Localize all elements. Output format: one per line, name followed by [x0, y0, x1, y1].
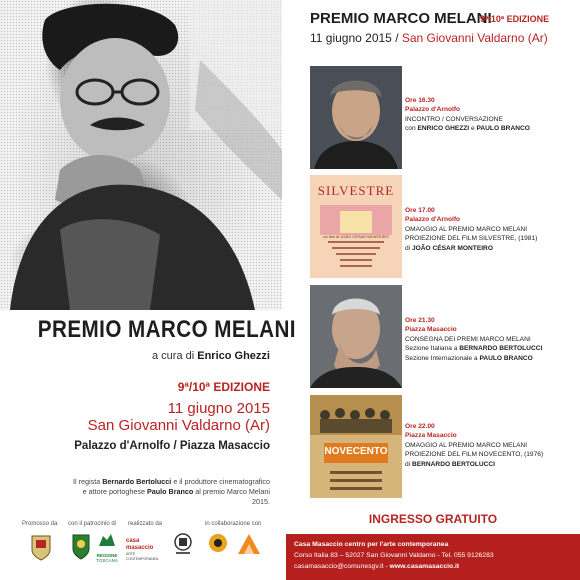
event-place: Piazza Masaccio	[405, 432, 457, 440]
event-name: BERNARDO BERTOLUCCI	[411, 460, 496, 468]
event-name: JOÃO CÉSAR MONTEIRO	[411, 244, 493, 252]
provincia-crest-icon	[72, 532, 90, 560]
silvestre-credit: un film di JOÃO CÉSAR MONTEIRO	[323, 234, 389, 239]
ideale-logo-icon	[208, 532, 228, 554]
header-edition: 9ª/10ª EDIZIONE	[480, 14, 550, 24]
header-date-line	[310, 31, 548, 45]
venues: Palazzo d'Arnolfo / Piazza Masaccio	[74, 440, 270, 452]
event-place: Palazzo d'Arnolfo	[405, 216, 461, 224]
event-place: Piazza Masaccio	[405, 326, 457, 334]
event-line	[405, 124, 580, 133]
curator-line	[0, 350, 270, 362]
event-line	[405, 344, 580, 353]
event-3	[405, 316, 580, 363]
pegasus-icon	[97, 532, 117, 548]
event-text-part: con	[405, 125, 416, 133]
event-name: BERNARDO BERTOLUCCI	[459, 345, 543, 353]
novecento-poster	[310, 395, 402, 498]
blurb-text	[70, 477, 270, 507]
blurb-part: e il produttore cinematografico e attore portoghese	[82, 477, 270, 496]
collaboration-label: in collaborazione con	[205, 521, 262, 527]
blurb-name: Paulo Branco	[146, 487, 194, 496]
event-date: 11 giugno 2015	[167, 400, 270, 417]
casa-masaccio-logo	[126, 538, 166, 562]
event-text-part: Sezione Italiana a	[405, 345, 458, 353]
event-time: Ore 16.30	[405, 97, 435, 104]
header-date: 11 giugno 2015 /	[310, 31, 399, 45]
blurb-name: Bernardo Bertolucci	[102, 477, 172, 486]
event-place: Palazzo d'Arnolfo	[405, 106, 461, 114]
regione-label: REGIONE	[96, 553, 118, 558]
event-name: PAULO BRANCO	[476, 125, 530, 133]
comune-crest-icon	[30, 532, 52, 562]
event-time: Ore 17.00	[405, 207, 435, 214]
event-2	[405, 206, 580, 253]
cinema-festival-logo-icon	[236, 532, 262, 558]
casa-masaccio-logo-text: casa masaccio	[126, 538, 154, 551]
event-line	[405, 460, 580, 469]
portrait-man-hand-icon	[310, 285, 402, 388]
event-line: PROIEZIONE DEL FILM NOVECENTO, (1976)	[405, 451, 544, 459]
event-1	[405, 96, 580, 134]
event-text-part: di	[405, 460, 411, 468]
silvestre-poster	[310, 175, 402, 278]
curator-prefix: a cura di	[151, 350, 195, 362]
event-line: OMAGGIO AL PREMIO MARCO MELANI	[405, 225, 528, 233]
main-title: PREMIO MARCO MELANI	[37, 316, 296, 343]
blurb-part: Il regista	[73, 477, 101, 486]
event-text-part: di	[405, 244, 411, 252]
event-name: ENRICO GHEZZI	[417, 125, 470, 133]
event-time: Ore 22.00	[405, 423, 435, 430]
footer-venue-name: Casa Masaccio centro per l'arte contemporanea	[294, 541, 449, 548]
event-photo-bertolucci	[310, 285, 402, 388]
event-text-part: e	[470, 125, 475, 133]
event-photo-ghezzi	[310, 66, 402, 169]
event-line: PROIEZIONE DEL FILM SILVESTRE, (1981)	[405, 235, 538, 243]
biblioteca-logo-icon	[173, 532, 193, 558]
event-time: Ore 21.30	[405, 317, 435, 324]
contact-footer	[286, 534, 580, 580]
silvestre-title: SILVESTRE	[317, 183, 395, 198]
curator-name: Enrico Ghezzi	[197, 350, 270, 362]
portrait-man-icon	[310, 66, 402, 169]
promoted-by-label: Promosso da	[22, 521, 58, 527]
event-line: CONSEGNA DEI PREMI MARCO MELANI	[405, 335, 531, 343]
regione-toscana-logo	[94, 532, 120, 563]
event-name: PAULO BRANCO	[479, 354, 533, 362]
edition-label: 9ª/10ª EDIZIONE	[177, 380, 270, 394]
event-line	[405, 354, 580, 363]
patronage-label: con il patrocinio di	[68, 521, 117, 527]
event-text-part: Sezione Internazionale a	[405, 354, 478, 362]
realized-by-label: realizzato da	[128, 521, 163, 527]
portrait-illustration	[0, 0, 282, 310]
event-line	[405, 244, 580, 253]
event-line: OMAGGIO AL PREMIO MARCO MELANI	[405, 441, 528, 449]
portrait-photo	[0, 0, 282, 310]
event-4	[405, 422, 580, 469]
footer-website[interactable]: www.casamasaccio.it	[389, 563, 460, 570]
footer-contacts	[294, 563, 459, 570]
novecento-title: NOVECENTO	[324, 446, 388, 457]
footer-address: Corso Italia 83 – 52027 San Giovanni Valdarno - Tel. 055 9126283	[294, 552, 494, 559]
blurb-part: al premio Marco Melani 2015.	[195, 487, 270, 506]
event-line: INCONTRO / CONVERSAZIONE	[405, 115, 503, 123]
header-place: San Giovanni Valdarno (Ar)	[401, 31, 548, 45]
footer-email[interactable]: casamasaccio@comunesgv.it -	[294, 563, 388, 570]
event-city: San Giovanni Valdarno (Ar)	[87, 417, 270, 434]
header-title: PREMIO MARCO MELANI	[310, 10, 492, 27]
casa-masaccio-logo-sub: ARTE CONTEMPORANEA	[126, 552, 159, 561]
toscana-label: TOSCANA	[96, 558, 118, 563]
date-block	[0, 400, 270, 434]
free-entry-label: INGRESSO GRATUITO	[368, 512, 498, 526]
